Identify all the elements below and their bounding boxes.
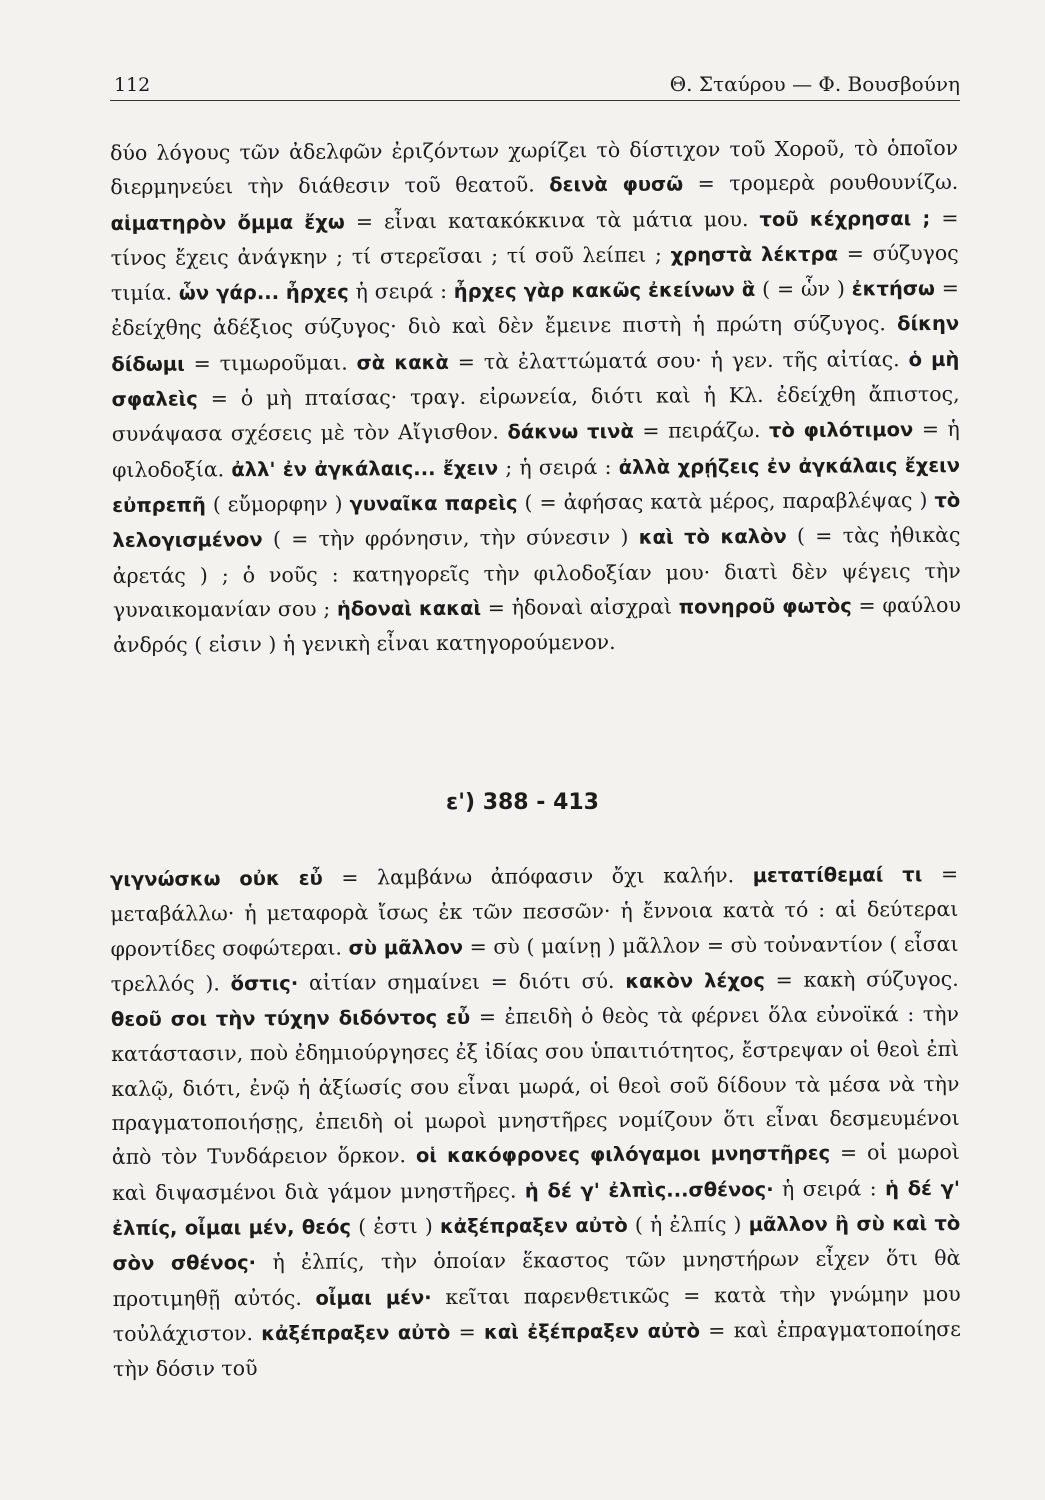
lemma-term: θεοῦ σοι τὴν τύχην διδόντος εὖ [110, 1005, 471, 1032]
gloss-text: = σύζυγος τιμία. [110, 240, 959, 306]
gloss-text: = ἡδοναὶ αἰσχραὶ [480, 594, 679, 620]
lemma-term: ὁ μὴ σφαλεὶς [111, 347, 960, 412]
lemma-term: ἀλλὰ χρῄζεις ἐν ἀγκάλαις ἔχειν εὐπρεπῆ [112, 453, 961, 517]
gloss-text: = μεταβάλλω· ἡ μεταφορὰ ἴσως ἐκ τῶν πεσσῶν· ἡ ἔννοια κατὰ τό : αἱ δεύτεραι φροντίδες σοφώτεραι. [110, 861, 959, 961]
lemma-term: ἦρχες γὰρ κακῶς ἐκείνων ἃ [453, 278, 756, 304]
lemma-term: γυναῖκα παρεὶς [349, 491, 518, 516]
commentary-paragraph-2 [110, 857, 961, 1387]
page-number: 112 [114, 74, 151, 96]
gloss-text: ( = τὰς ἠθικὰς ἀρετάς ) ; ὁ νοῦς : κατηγορεῖς τὴν φιλοδοξίαν μου· διατὶ δὲν ψέγεις τὴν γυναικομανίαν σου ; [112, 523, 961, 622]
lemma-term: δεινὰ φυσῶ [549, 172, 684, 197]
lemma-term: σὺ μᾶλλον [348, 935, 464, 960]
lemma-term: μᾶλλον ἢ σὺ καὶ τὸ σὸν σθένος· [112, 1211, 961, 1276]
lemma-term: καὶ ἐξέπραξεν αὐτὸ [483, 1319, 701, 1344]
section-heading: ε') 388 - 413 [446, 790, 599, 815]
lemma-term: τὸ φιλότιμον [768, 418, 914, 443]
gloss-text: = τιμωροῦμαι. [184, 350, 357, 376]
gloss-text: δύο λόγους τῶν ἀδελφῶν ἐριζόντων χωρίζει τὸ δίστιχον τοῦ Χοροῦ, τὸ ὁποῖον διερμηνεύει τὴν διάθεσιν τοῦ θεατοῦ. [110, 135, 959, 200]
gloss-text: = καὶ ἐπραγματοποίησε τὴν δόσιν τοῦ [113, 1316, 961, 1382]
gloss-text: = σὺ ( μαίνῃ ) μᾶλλον = σὺ τοὐναντίον ( εἶσαι τρελλός ). [110, 931, 959, 996]
gloss-text: ἡ σειρά : [348, 279, 454, 304]
gloss-text: ( ἐστι ) [350, 1213, 440, 1239]
lemma-term: ὅστις· [230, 971, 299, 996]
gloss-text: = εἶναι κατακόκκινα τὰ μάτια μου. [344, 206, 760, 234]
gloss-text: = τὰ ἐλαττώματά σου· ἡ γεν. τῆς αἰτίας. [448, 346, 909, 374]
lemma-term: ἡδοναὶ κακαὶ [336, 596, 482, 621]
gloss-text: = φαύλου ἀνδρός ( εἰσιν ) ἡ γενικὴ εἶναι κατηγορούμενον. [113, 592, 961, 658]
gloss-text: = πειράζω. [633, 418, 770, 444]
lemma-term: σὰ κακὰ [356, 350, 449, 375]
lemma-term: κἀξέπραξεν αὐτὸ [439, 1213, 628, 1238]
lemma-term: ἀλλ' ἐν ἀγκάλαις... ἔχειν [231, 456, 499, 481]
gloss-text: = ὁ μὴ πταίσας· τραγ. εἰρωνεία, διότι καὶ ἡ Κλ. ἐδείχθη ἄπιστος, συνάψασα σχέσεις μὲ τὸν Αἴγισθον. [111, 381, 960, 447]
lemma-term: γιγνώσκω οὐκ εὖ [110, 866, 323, 891]
lemma-term: κακὸν λέχος [625, 968, 765, 993]
lemma-term: ἡ δέ γ' ἐλπὶς...σθένος· [524, 1177, 774, 1203]
gloss-text: = οἱ μωροὶ καὶ διψασμένοι διὰ γάμον μνηστῆρες. [111, 1140, 960, 1205]
gloss-text: ἡ ἐλπίς, τὴν ὁποίαν ἕκαστος τῶν μνηστήρων εἶχεν ὅτι θὰ προτιμηθῇ αὐτός. [112, 1246, 961, 1311]
lemma-term: πονηροῦ φωτὸς [678, 594, 852, 619]
gloss-text: ; ἡ σειρά : [498, 454, 619, 480]
gloss-text: = τρομερὰ ρουθουνίζω. [683, 170, 959, 196]
gloss-text: ( εὔμορφην ) [205, 491, 350, 517]
lemma-term: καὶ τὸ καλὸν [638, 525, 787, 550]
lemma-term: δάκνω τινὰ [507, 420, 634, 444]
gloss-text: κεῖται παρενθετικῶς = κατὰ τὴν γνώμην μου τοὐλάχιστον. [112, 1281, 961, 1346]
lemma-term: ἐκτήσω [851, 277, 936, 301]
page-header [110, 66, 960, 101]
gloss-text: = ἐπειδὴ ὁ θεὸς τὰ φέρνει ὅλα εὐνοϊκά : τὴν κατάστασιν, ποὺ ἐδημιούργησες ἐξ ἰδίας σου ὑπαιτιότητος, ἔστρεψαν οἱ θεοὶ ἐπὶ καλῷ, διότι, ἐνῷ ἡ ἀξίωσίς σου εἶναι μωρά, οἱ θεοὶ σοῦ δίδουν τὰ μέσα νὰ τὴν πραγματοποιήσῃς, ἐπειδὴ οἱ μωροὶ μνηστῆρες νομίζουν ὅτι εἶναι δεσμευμένοι ἀπὸ τὸν Τυνδάρειον ὅρκον. [111, 1002, 960, 1170]
gloss-text: = κακὴ σύζυγος. [764, 966, 959, 992]
lemma-term: τὸ λελογισμένον [112, 488, 961, 553]
lemma-term: μετατίθεμαί τι [752, 863, 923, 888]
lemma-term: ὧν γάρ... [178, 281, 280, 305]
gloss-text: = [450, 1319, 485, 1344]
gloss-text: = ἐδείχθης ἀδέξιος σύζυγος· διὸ καὶ δὲν ἔμεινε πιστὴ ἡ πρώτη σύζυγος. [111, 276, 960, 341]
gloss-text: = ἡ φιλοδοξία. [111, 417, 960, 482]
gloss-text: = λαμβάνω ἀπόφασιν ὄχι καλήν. [322, 863, 753, 890]
gloss-text: = τίνος ἔχεις ἀνάγκην ; τί στερεῖσαι ; τί σοῦ λείπει ; [110, 205, 959, 270]
gloss-text: ( = τὴν φρόνησιν, τὴν σύνεσιν ) [262, 525, 639, 552]
gloss-text: ( ἡ ἐλπίς ) [627, 1212, 749, 1237]
lemma-term: τοῦ κέχρησαι ; [759, 206, 931, 231]
lemma-term: οἱ κακόφρονες φιλόγαμοι μνηστῆρες [415, 1141, 831, 1168]
lemma-term: ἦρχες [285, 280, 349, 305]
gloss-text: ἡ σειρά : [773, 1175, 886, 1201]
running-head: Θ. Σταύρου — Φ. Βουσβούνη [669, 72, 960, 96]
lemma-term: χρηστὰ λέκτρα [670, 242, 839, 267]
commentary-paragraph-1 [110, 131, 961, 663]
lemma-term: ἡ δέ γ' ἐλπίς, οἶμαι μέν, θεός [112, 1176, 961, 1240]
lemma-term: αἱματηρὸν ὄμμα ἔχω [110, 210, 345, 235]
gloss-text: αἰτίαν σημαίνει = διότι σύ. [298, 968, 626, 995]
lemma-term: οἶμαι μέν· [315, 1285, 432, 1310]
gloss-text: ( = ἀφήσας κατὰ μέρος, παραβλέψας ) [517, 487, 935, 515]
gloss-text: ( = ὧν ) [755, 276, 852, 302]
lemma-term: δίκην δίδωμι [111, 312, 960, 376]
lemma-term: κἀξέπραξεν αὐτὸ [261, 1320, 451, 1345]
